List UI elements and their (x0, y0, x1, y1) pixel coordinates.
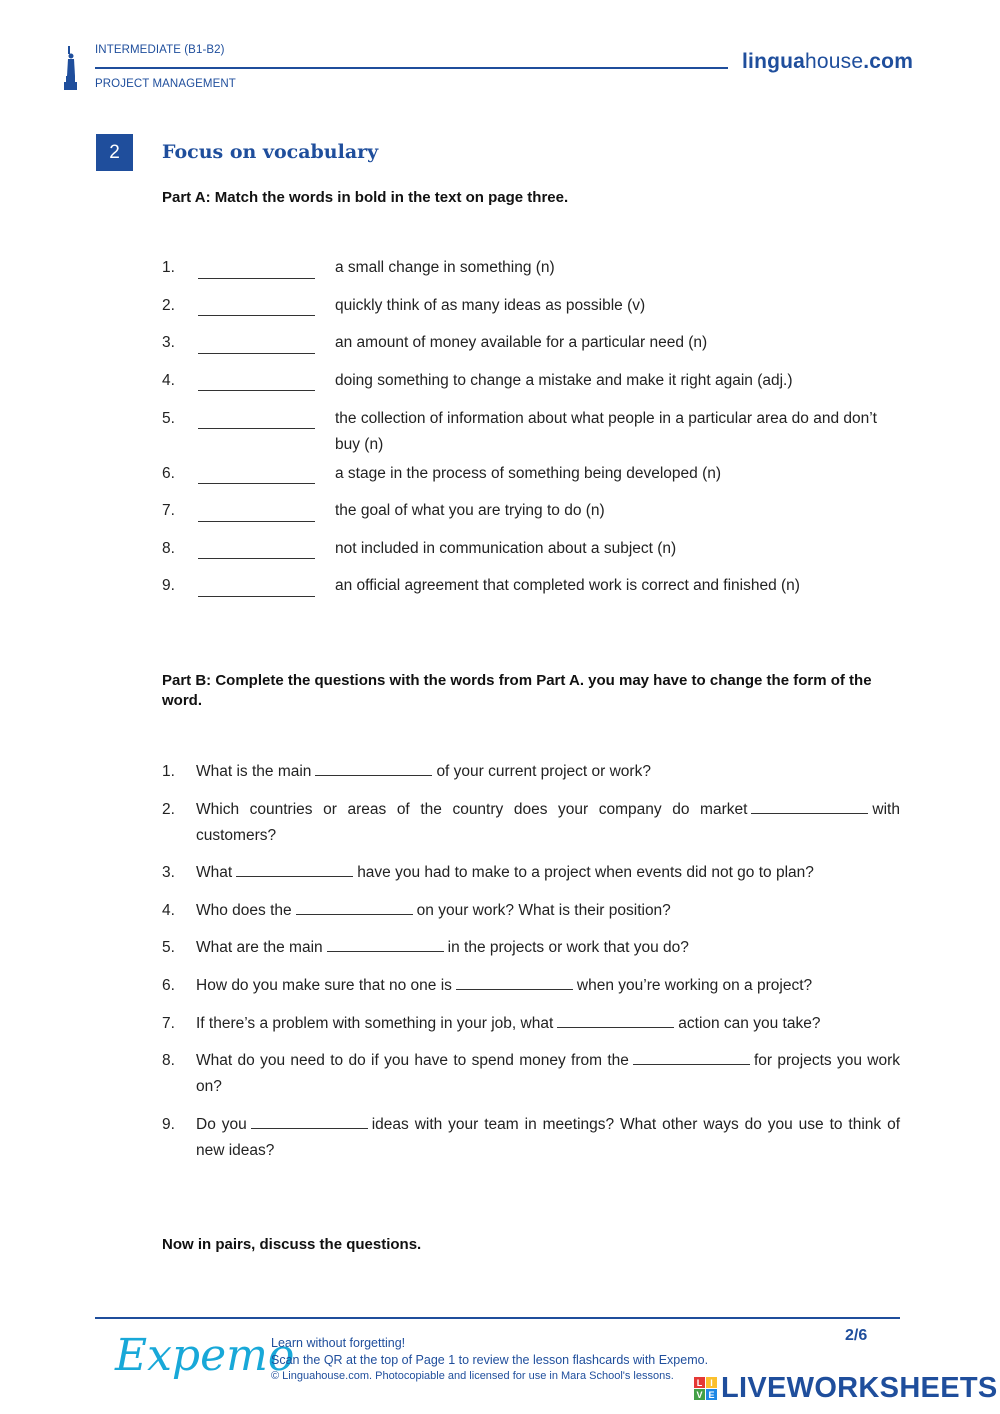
question: Who does the on your work? What is their position? (196, 898, 900, 924)
answer-blank[interactable] (315, 759, 432, 776)
answer-blank[interactable] (198, 278, 315, 279)
answer-blank[interactable] (633, 1048, 750, 1065)
footer-tagline: Learn without forgetting! (271, 1336, 406, 1350)
brand-logo: linguahouse.com (742, 50, 914, 73)
footer-rule (95, 1317, 900, 1319)
question: How do you make sure that no one is when you’re working on a project? (196, 973, 900, 999)
item-number: 3. (162, 334, 175, 351)
definition: the collection of information about what people in a particular area do and don’t buy (n) (335, 410, 877, 453)
section-title: Focus on vocabulary (162, 141, 379, 163)
liveworksheets-grid-icon: L I V E (694, 1377, 717, 1400)
item-number: 8. (162, 1052, 175, 1069)
question: If there’s a problem with something in your job, what action can you take? (196, 1011, 900, 1037)
definition: an official agreement that completed work is correct and finished (n) (335, 577, 800, 594)
question: What have you had to make to a project when events did not go to plan? (196, 860, 900, 886)
item-number: 5. (162, 939, 175, 956)
footer-qr-note: Scan the QR at the top of Page 1 to review the lesson flashcards with Expemo. (271, 1352, 709, 1367)
item-number: 9. (162, 577, 175, 594)
answer-blank[interactable] (296, 898, 413, 915)
item-number: 2. (162, 297, 175, 314)
answer-blank[interactable] (456, 973, 573, 990)
lesson-topic: PROJECT MANAGEMENT (95, 78, 236, 90)
footer-copyright: © Linguahouse.com. Photocopiable and licensed for use in Mara School's lessons. (271, 1370, 674, 1382)
closing-instruction: Now in pairs, discuss the questions. (162, 1236, 422, 1253)
item-number: 5. (162, 410, 175, 427)
answer-blank[interactable] (198, 483, 315, 484)
answer-blank[interactable] (198, 596, 315, 597)
liveworksheets-logo: L I V E LIVEWORKSHEETS (694, 1372, 998, 1405)
answer-blank[interactable] (327, 935, 444, 952)
section-number-badge: 2 (96, 134, 133, 171)
answer-blank[interactable] (198, 521, 315, 522)
item-number: 6. (162, 977, 175, 994)
answer-blank[interactable] (198, 315, 315, 316)
item-number: 9. (162, 1116, 175, 1133)
definition: a small change in something (n) (335, 259, 555, 276)
item-number: 1. (162, 763, 175, 780)
definition: not included in communication about a subject (n) (335, 540, 677, 557)
question: What is the main of your current project or work? (196, 759, 900, 785)
answer-blank[interactable] (251, 1112, 368, 1129)
answer-blank[interactable] (236, 860, 353, 877)
item-number: 2. (162, 801, 175, 818)
definition: a stage in the process of something being developed (n) (335, 465, 722, 482)
liberty-statue-icon (62, 46, 78, 90)
item-number: 3. (162, 864, 175, 881)
question: Do you ideas with your team in meetings? What other ways do you use to think of new ideas? (196, 1112, 900, 1164)
item-number: 6. (162, 465, 175, 482)
definition: the goal of what you are trying to do (n) (335, 502, 605, 519)
part-b-heading: Part B: Complete the questions with the words from Part A. you may have to change the form of the word. (162, 672, 872, 709)
item-number: 7. (162, 1015, 175, 1032)
item-number: 7. (162, 502, 175, 519)
page-number: 2/6 (845, 1327, 868, 1344)
answer-blank[interactable] (198, 390, 315, 391)
course-level: INTERMEDIATE (B1-B2) (95, 44, 225, 56)
answer-blank[interactable] (198, 558, 315, 559)
item-number: 4. (162, 902, 175, 919)
item-number: 8. (162, 540, 175, 557)
item-number: 1. (162, 259, 175, 276)
footer-text (271, 1335, 708, 1385)
item-number: 4. (162, 372, 175, 389)
question: What do you need to do if you have to spend money from the for projects you work on? (196, 1048, 900, 1100)
definition: quickly think of as many ideas as possible (v) (335, 297, 646, 314)
header-rule (95, 67, 728, 69)
answer-blank[interactable] (751, 797, 868, 814)
expemo-logo: Expemo (115, 1330, 295, 1381)
answer-blank[interactable] (198, 353, 315, 354)
answer-blank[interactable] (557, 1011, 674, 1028)
question: What are the main in the projects or work that you do? (196, 935, 900, 961)
definition: an amount of money available for a particular need (n) (335, 334, 708, 351)
question: Which countries or areas of the country does your company do market with customers? (196, 797, 900, 849)
part-a-heading: Part A: Match the words in bold in the text on page three. (162, 189, 569, 206)
answer-blank[interactable] (198, 428, 315, 429)
definition: doing something to change a mistake and make it right again (adj.) (335, 372, 793, 389)
